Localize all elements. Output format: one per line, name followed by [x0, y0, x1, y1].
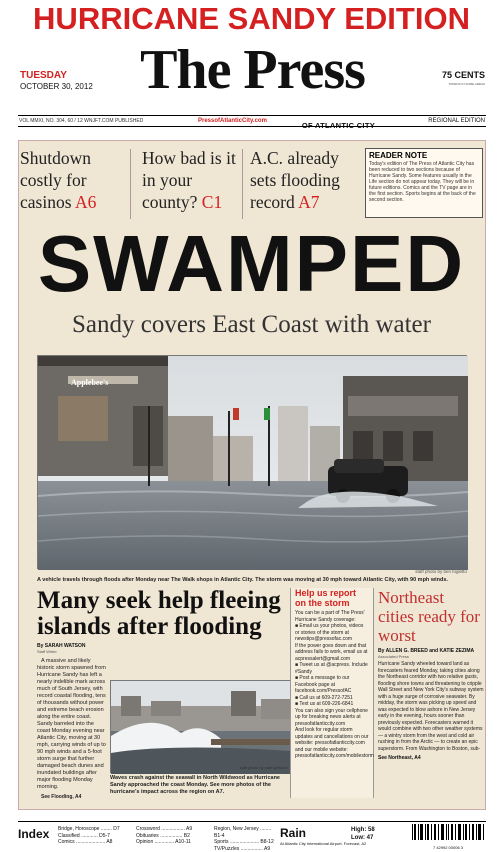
- help-line: ■ Call us at 609-272-7251: [295, 695, 369, 702]
- index-col-2: [136, 826, 208, 846]
- teaser-county[interactable]: [142, 147, 240, 213]
- help-body: [295, 610, 369, 760]
- main-photo[interactable]: [37, 355, 467, 569]
- weather-sub: At Atlantic City International Airport. Forecast, A2: [280, 841, 366, 846]
- northeast-byline-role: Associated Press: [378, 654, 484, 659]
- high-label: High:: [351, 827, 366, 833]
- logo-subtitle: OF ATLANTIC CITY: [130, 96, 375, 156]
- inset-caption: Waves crash against the seawall in North Wildwood as Hurricane Sandy approached the coast Monday. See more photos of the hurricane's impact across the region on A7.: [110, 775, 290, 796]
- index-entry[interactable]: TV/Puzzles ................ A9: [214, 846, 280, 852]
- help-line[interactable]: You can also sign your cellphone up for breaking news alerts at pressofatlanticcity.com: [295, 708, 369, 728]
- index-entry[interactable]: Region, New Jersey ........ B1-4: [214, 826, 280, 839]
- website-link[interactable]: PressofAtlanticCity.com: [198, 118, 267, 124]
- help-line: ■ Text us at 609-226-6841: [295, 701, 369, 708]
- help-box: [290, 588, 374, 798]
- lead-story-headline[interactable]: Many seek help fleeing islands after flooding: [37, 588, 282, 640]
- northeast-headline[interactable]: Northeast cities ready for worst: [378, 588, 484, 645]
- index-entry[interactable]: Comics ..................... A8: [58, 839, 130, 846]
- teaser-divider: [242, 149, 243, 219]
- edition-banner: HURRICANE SANDY EDITION: [0, 2, 503, 36]
- index-col-1: [58, 826, 130, 846]
- newspaper-logo[interactable]: [130, 40, 375, 102]
- teaser-page-ref: A6: [75, 192, 96, 212]
- flooded-street-photo: [38, 356, 468, 570]
- northeast-jump[interactable]: See Northeast, A4: [378, 755, 484, 761]
- index-entry[interactable]: Bridge, Horoscope ........ D7: [58, 826, 130, 833]
- inset-credit: staff photo by dale gerhard: [239, 765, 287, 770]
- reader-note: [365, 148, 483, 218]
- help-line[interactable]: ■ Email us your photos, videos or stories of the storm at newstips@pressofac.com: [295, 623, 369, 643]
- barcode: [410, 824, 486, 846]
- teaser-flooding[interactable]: [250, 147, 362, 213]
- main-subhead: Sandy covers East Coast with water: [0, 311, 503, 339]
- teaser-divider: [130, 149, 131, 219]
- index-entry[interactable]: Crossword ................. A9: [136, 826, 208, 833]
- reader-note-body: Today's edition of The Press of Atlantic City has been reduced to two sections because of Hurricane Sandy. Some features usually in the Life section do not appear today. They will be in future editions. Comics and the TV page are in the first section. Sports begins at the back of the second section.: [369, 161, 479, 203]
- help-line: You can be a part of The Press' Hurricane Sandy coverage:: [295, 610, 369, 623]
- index-entry[interactable]: Sports ..................... B8-12: [214, 839, 280, 846]
- barcode-icon: [410, 824, 486, 840]
- lead-story-text: A massive and likely historic storm spawned from Hurricane Sandy has left a nearly indelible mark across much of South Jersey, with record coastal flooding, tens of thousands without power and extreme beach erosion along the entire coast. Sandy barreled into the coast Monday evening near Atlantic City, moving at 30 mph, carrying winds of up to 90 mph winds and a 5-foot storm surge that further damaged beach dunes and inundated buildings after major flooding Monday morning.: [37, 658, 107, 791]
- photo-credit: staff photo by ben fogletto: [415, 569, 467, 574]
- lead-story-body: [37, 658, 107, 801]
- restaurant-sign: Applebee's: [71, 378, 108, 387]
- teaser-page-ref: A7: [298, 192, 319, 212]
- main-headline[interactable]: SWAMPED: [0, 222, 503, 306]
- teaser-casinos[interactable]: [20, 147, 120, 213]
- weather-temps: [351, 826, 375, 842]
- lead-story: [37, 588, 282, 654]
- northeast-story: [378, 588, 484, 761]
- lead-story-jump[interactable]: See Flooding, A4: [37, 794, 107, 801]
- masthead-day: TUESDAY: [20, 70, 130, 81]
- index-label: Index: [18, 827, 49, 841]
- high-temp: 58: [368, 827, 375, 833]
- price: 75 CENTS: [405, 70, 485, 80]
- help-title: Help us report on the storm: [295, 588, 369, 608]
- index-entry[interactable]: Obituaries ................ B2: [136, 833, 208, 840]
- northeast-byline: By ALLEN G. BREED and KATIE ZEZIMA: [378, 648, 484, 654]
- logo-text: The Press: [140, 39, 365, 101]
- reader-note-title: READER NOTE: [369, 151, 479, 160]
- edition-label: REGIONAL EDITION: [428, 118, 485, 124]
- index-entry[interactable]: Classified ............ D5-7: [58, 833, 130, 840]
- waves-photo: [111, 681, 291, 774]
- teaser-page-ref: C1: [202, 192, 222, 212]
- masthead-date: OCTOBER 30, 2012: [20, 82, 130, 91]
- help-line[interactable]: If the power goes down and that address fails to work, email us at acpressalert@gmail.com: [295, 643, 369, 663]
- teaser-text: A.C. already sets flooding record: [250, 148, 340, 212]
- inset-photo[interactable]: [110, 680, 290, 773]
- index-entry[interactable]: Opinion .............. A10-11: [136, 839, 208, 846]
- masthead-price-block: [405, 70, 485, 86]
- price-note: TOPENS IN SOME AREAS: [405, 82, 485, 86]
- volume-info: VOL MMXI, NO. 304, 60 / 12 WNJFT.COM PUBLISHED: [19, 118, 143, 124]
- lead-story-byline-role: Staff Writer: [37, 649, 282, 654]
- masthead: [0, 40, 503, 110]
- low-label: Low:: [351, 835, 365, 841]
- low-temp: 47: [367, 835, 374, 841]
- photo-caption: A vehicle travels through floods after Monday near The Walk shops in Atlantic City. The storm was moving at 30 mph toward Atlantic City, with 90 mph winds.: [37, 577, 467, 584]
- info-strip: [18, 115, 486, 127]
- lead-story-byline: By SARAH WATSON: [37, 643, 282, 649]
- help-line: ■ Tweet us at @acpress. Include #Sandy: [295, 662, 369, 675]
- weather-label: Rain: [280, 826, 306, 840]
- teaser-text: Shutdown costly for casinos: [20, 148, 91, 212]
- footer-index: [18, 821, 486, 847]
- index-col-3: [214, 826, 280, 852]
- barcode-number: 7 42992 00006 3: [410, 845, 486, 850]
- northeast-text: Hurricane Sandy wheeled toward land as forecasters feared Monday, taking cities along the Northeast corridor with two relative gusts, flooding shore towns and threatening to cripple Wall Street and New York City's subway system with a huge surge of corrosive seawater. By midday, the storm was picking up speed and was expected to blow ashore in New Jersey early in the evening, hours sooner than previously expected. Forecasters warned it would combine with two other weather systems — a wintry storm from the west and cold air rushing in from the Arctic — to create an epic superstorm. From Washington to Boston, sub-: [378, 661, 484, 752]
- masthead-date-block: [20, 70, 130, 91]
- help-line[interactable]: ■ Post a message to our Facebook page at facebook.com/PressofAC: [295, 675, 369, 695]
- help-line[interactable]: And look for regular storm updates and cancellations on our website: pressofatlanticcity.com and our mobile website: pressofatlanticcity.com/mobilestorm: [295, 727, 369, 760]
- teaser-text: How bad is it in your county?: [142, 148, 236, 212]
